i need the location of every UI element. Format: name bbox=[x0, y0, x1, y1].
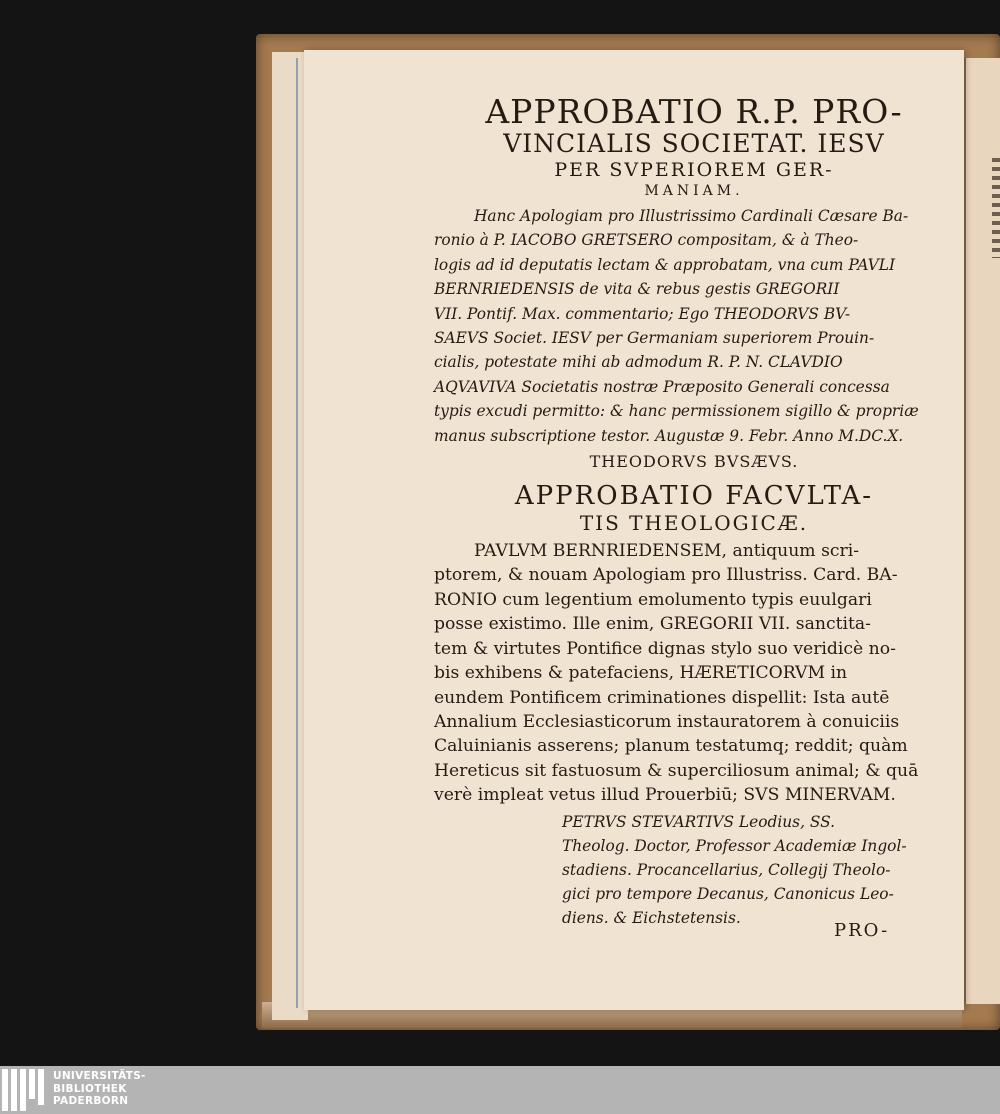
signature-line: gici pro tempore Decanus, Canonicus Leo- bbox=[562, 884, 894, 903]
text-line: manus subscriptione testor. Augustæ 9. Febr. Anno M.DC.X. bbox=[434, 426, 904, 445]
text-line: posse existimo. Ille enim, GREGORII VII. sanctita- bbox=[434, 614, 871, 635]
library-name bbox=[53, 1070, 146, 1108]
text-line: cialis, potestate mihi ab admodum R. P. N. CLAVDIO bbox=[434, 353, 843, 372]
library-name-line3: PADERBORN bbox=[53, 1095, 129, 1107]
heading1-line1: APPROBATIO R.P. PRO- bbox=[485, 92, 903, 131]
signature2 bbox=[562, 810, 954, 930]
signature1: THEODORVS BVSÆVS. bbox=[589, 452, 799, 472]
text-line: VII. Pontif. Max. commentario; Ego THEODORVS BV- bbox=[434, 304, 851, 323]
heading1-line3: PER SVPERIOREM GER- bbox=[554, 159, 834, 181]
book bbox=[256, 34, 1000, 1030]
signature-line: Theolog. Doctor, Professor Academiæ Ingol- bbox=[562, 836, 907, 855]
text-line: Hereticus sit fastuosum & superciliosum animal; & quā bbox=[434, 760, 919, 781]
text-line: bis exhibens & patefaciens, HÆRETICORVM in bbox=[434, 663, 848, 684]
text-line: AQVAVIVA Societatis nostræ Præposito Generali concessa bbox=[434, 377, 890, 396]
library-footer bbox=[0, 1066, 1000, 1114]
catchword: PRO- bbox=[834, 920, 890, 941]
text-line: Hanc Apologiam pro Illustrissimo Cardinali Cæsare Ba- bbox=[474, 207, 909, 225]
text-line: eundem Pontificem criminationes dispellit: Ista autē bbox=[434, 687, 890, 708]
text-line: typis excudi permitto: & hanc permissionem sigillo & propriæ bbox=[434, 402, 919, 421]
inner-left-page bbox=[272, 52, 308, 1020]
approbatio2-text bbox=[434, 539, 954, 807]
text-line: SAEVS Societ. IESV per Germaniam superiorem Prouin- bbox=[434, 329, 875, 348]
text-line: ptorem, & nouam Apologiam pro Illustriss. Card. BA- bbox=[434, 565, 898, 586]
library-name-line2: BIBLIOTHEK bbox=[53, 1082, 127, 1095]
text-line: ronio à P. IACOBO GRETSERO compositam, & à Theo- bbox=[434, 231, 859, 250]
gutter-line bbox=[296, 58, 298, 1008]
text-line: RONIO cum legentium emolumento typis euulgari bbox=[434, 589, 872, 610]
heading2-line1: APPROBATIO FACVLTA- bbox=[514, 481, 874, 512]
next-page-print bbox=[992, 158, 1000, 258]
text-line: tem & virtutes Pontifice dignas stylo suo veridicè no- bbox=[434, 638, 896, 659]
signature-line: diens. & Eichstetensis. bbox=[562, 908, 741, 927]
heading1-line2: VINCIALIS SOCIETAT. IESV bbox=[503, 129, 885, 158]
library-logo-icon bbox=[2, 1069, 46, 1113]
signature-line: PETRVS STEVARTIVS Leodius, SS. bbox=[562, 812, 836, 831]
text-line: PAVLVM BERNRIEDENSEM, antiquum scri- bbox=[474, 541, 860, 562]
library-name-line1: UNIVERSITÄTS- bbox=[53, 1070, 146, 1082]
heading2-line2: TIS THEOLOGICÆ. bbox=[579, 511, 809, 536]
page-text bbox=[434, 94, 954, 930]
text-line: Annalium Ecclesiasticorum instauratorem à conuiciis bbox=[434, 711, 900, 732]
next-page-edge bbox=[964, 58, 1000, 1004]
text-line: logis ad id deputatis lectam & approbatam, vna cum PAVLI bbox=[434, 255, 896, 274]
signature-line: stadiens. Procancellarius, Collegij Theolo- bbox=[562, 860, 891, 879]
text-line: verè impleat vetus illud Prouerbiū; SVS MINERVAM. bbox=[434, 785, 896, 806]
text-line: BERNRIEDENSIS de vita & rebus gestis GREGORII bbox=[434, 280, 840, 299]
heading1-line4: MANIAM. bbox=[644, 183, 744, 199]
book-page bbox=[304, 50, 964, 1010]
text-line: Caluinianis asserens; planum testatumq; reddit; quàm bbox=[434, 736, 908, 757]
approbatio1-text bbox=[434, 204, 954, 448]
